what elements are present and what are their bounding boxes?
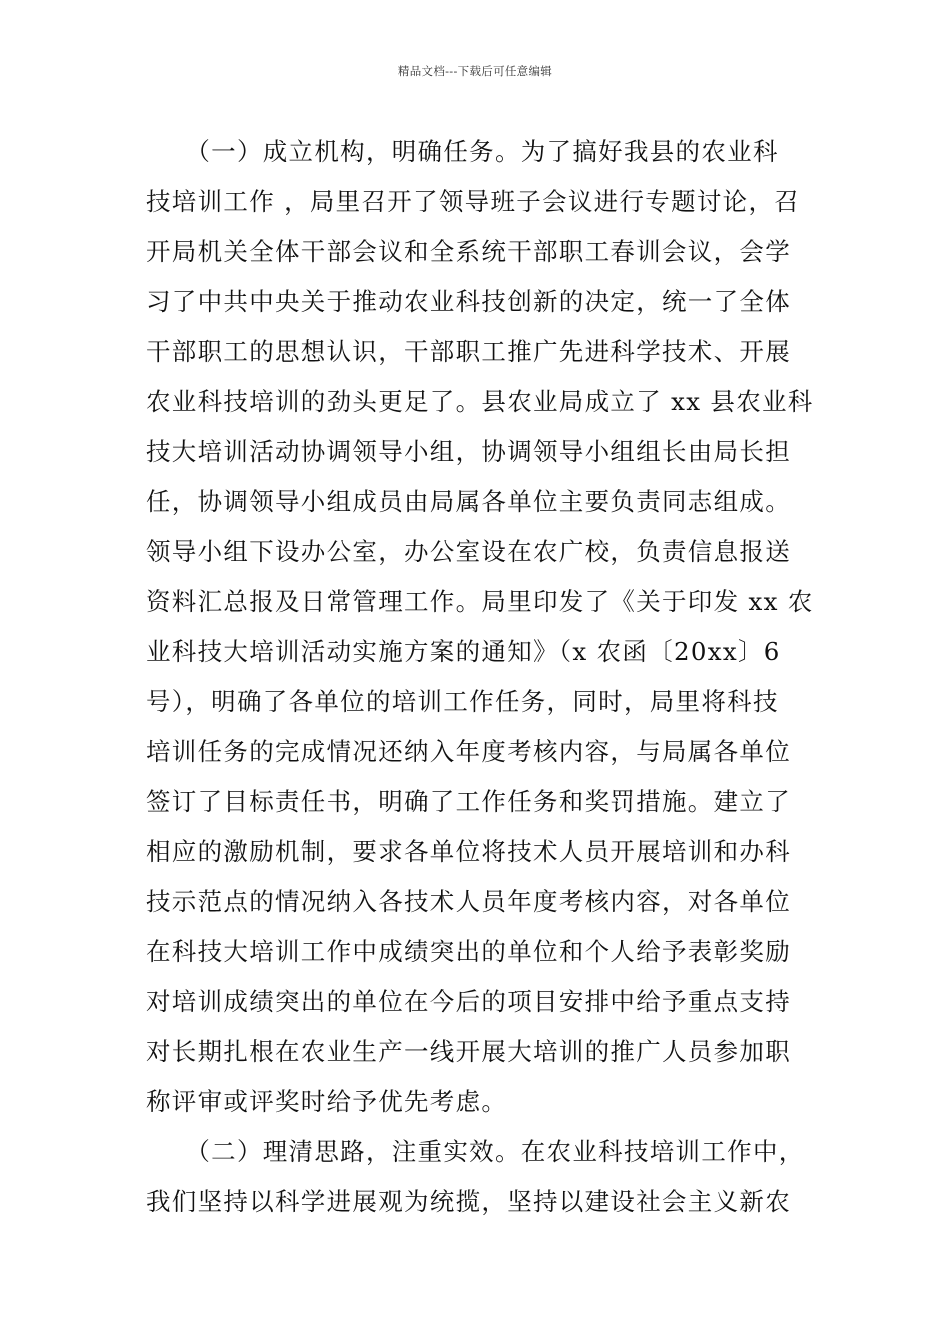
text-line: 对长期扎根在农业生产一线开展大培训的推广人员参加职 <box>146 1037 791 1066</box>
page-header: 精品文档---下载后可任意编辑 <box>397 64 553 78</box>
text-line: 技示范点的情况纳入各技术人员年度考核内容，对各单位 <box>146 887 791 916</box>
text-line: 业科技大培训活动实施方案的通知》（x 农函〔20xx〕6 <box>146 637 781 666</box>
body-text <box>146 127 814 1227</box>
text-line: 对培训成绩突出的单位在今后的项目安排中给予重点支持 <box>146 987 791 1016</box>
text-line: 号），明确了各单位的培训工作任务，同时，局里将科技 <box>146 687 779 716</box>
text-line: 任，协调领导小组成员由局属各单位主要负责同志组成。 <box>146 487 791 516</box>
text-line: 称评审或评奖时给予优先考虑。 <box>146 1087 508 1116</box>
text-line: 干部职工的思想认识，干部职工推广先进科学技术、开展 <box>146 337 791 366</box>
text-line: 习了中共中央关于推动农业科技创新的决定，统一了全体 <box>146 287 791 316</box>
text-line: 技大培训活动协调领导小组，协调领导小组组长由局长担 <box>146 437 791 466</box>
text-line: （二）理清思路，注重实效。在农业科技培训工作中， <box>146 1137 805 1166</box>
text-line: 签订了目标责任书，明确了工作任务和奖罚措施。建立了 <box>146 787 791 816</box>
text-line: 我们坚持以科学进展观为统揽，坚持以建设社会主义新农 <box>146 1187 791 1216</box>
text-line: 相应的激励机制，要求各单位将技术人员开展培训和办科 <box>146 837 791 866</box>
text-line: （一）成立机构，明确任务。为了搞好我县的农业科 <box>146 137 779 166</box>
text-line: 技培训工作 ，局里召开了领导班子会议进行专题讨论，召 <box>146 187 801 216</box>
text-line: 在科技大培训工作中成绩突出的单位和个人给予表彰奖励 <box>146 937 791 966</box>
text-line: 开局机关全体干部会议和全系统干部职工春训会议，会学 <box>146 237 791 266</box>
text-line: 农业科技培训的劲头更足了。县农业局成立了 xx 县农业科 <box>146 387 814 416</box>
text-line: 资料汇总报及日常管理工作。局里印发了《关于印发 xx 农 <box>146 587 814 616</box>
text-line: 培训任务的完成情况还纳入年度考核内容，与局属各单位 <box>146 737 791 766</box>
text-line: 领导小组下设办公室，办公室设在农广校，负责信息报送 <box>146 537 791 566</box>
